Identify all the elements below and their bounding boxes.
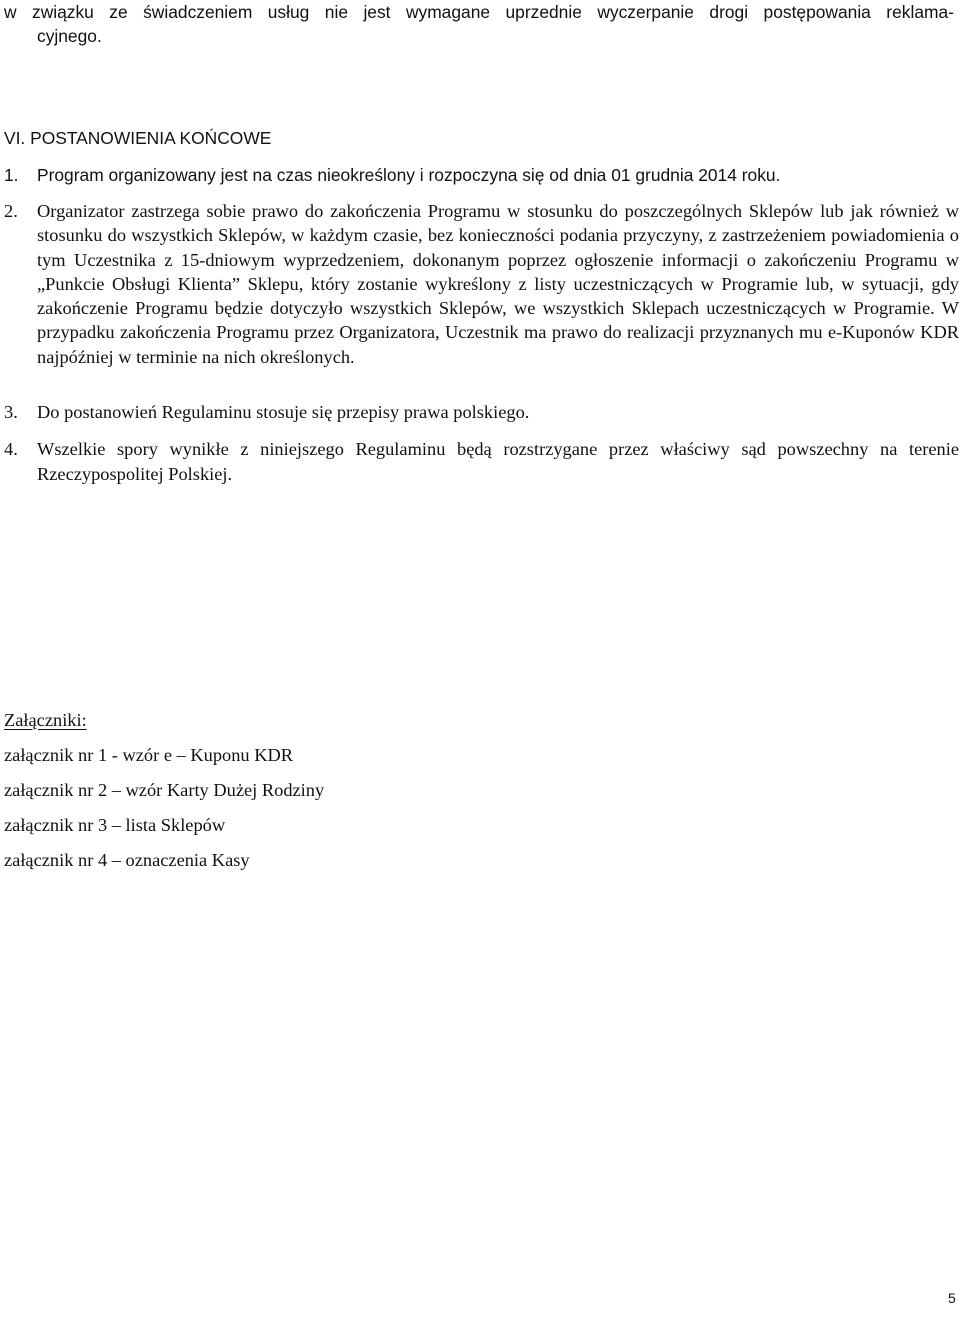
attachments-heading: Załączniki: [4, 710, 87, 730]
word: wymagane [405, 2, 491, 22]
provision-item [4, 199, 959, 369]
word: w [4, 2, 17, 22]
word: wyczerpanie [597, 2, 694, 22]
item-text: Organizator zastrzega sobie prawo do zakończenia Programu w stosunku do poszczególnych Sklepów lub jak również w stosunku do wszystkich Sklepów, w każdym czasie, bez konieczności podania przyczyny, z zastrzeżeniem powiadomienia o tym Uczestnika z 15-dniowym wyprzedzeniem, dokonanym poprzez ogłoszenie informacji o zakończeniu Programu w „Punkcie Obsługi Klienta” Sklepu, który zostanie wykreślony z listy uczestniczących w Programie lub, w sytuacji, gdy zakończenie Programu będzie dotyczyło wszystkich Sklepów, we wszystkich Sklepach uczestniczących w Programie. W przypadku zakończenia Programu przez Organizatora, Uczestnik ma prawo do realizacji przyznanych mu e-Kuponów KDR najpóźniej w terminie na nich określonych. [37, 201, 959, 367]
word: usług [267, 2, 310, 22]
item-text: Do postanowień Regulaminu stosuje się przepisy prawa polskiego. [37, 402, 530, 422]
item-number: 2. [4, 201, 18, 221]
provision-item [4, 163, 959, 187]
word: uprzednie [505, 2, 582, 22]
attachment-item: załącznik nr 2 – wzór Karty Dużej Rodziny [4, 780, 325, 800]
item-number: 3. [4, 402, 18, 422]
word: jest [363, 2, 391, 22]
word: drogi [709, 2, 749, 22]
continuation-paragraph [4, 0, 954, 48]
word: nie [324, 2, 348, 22]
provision-item [4, 400, 959, 424]
item-number: 4. [4, 439, 18, 459]
word: postępowania [763, 2, 871, 22]
attachment-item: załącznik nr 3 – lista Sklepów [4, 815, 226, 835]
page-number: 5 [948, 1290, 956, 1306]
word: ze [109, 2, 128, 22]
attachment-item: załącznik nr 4 – oznaczenia Kasy [4, 850, 250, 870]
word: świadczeniem [143, 2, 253, 22]
continuation-line-2: cyjnego. [37, 26, 102, 46]
attachment-item: załącznik nr 1 - wzór e – Kuponu KDR [4, 745, 294, 765]
word: związku [32, 2, 94, 22]
item-text: Program organizowany jest na czas nieokreślony i rozpoczyna się od dnia 01 grudnia 2014 roku. [37, 165, 781, 185]
section-heading: VI. POSTANOWIENIA KOŃCOWE [4, 128, 272, 148]
item-text: Wszelkie spory wynikłe z niniejszego Regulaminu będą rozstrzygane przez właściwy sąd powszechny na terenie Rzeczypospolitej Polskiej. [37, 439, 959, 484]
continuation-line-1 [4, 0, 954, 24]
item-number: 1. [4, 165, 19, 185]
word: reklama- [886, 2, 954, 22]
provision-item [4, 437, 959, 486]
